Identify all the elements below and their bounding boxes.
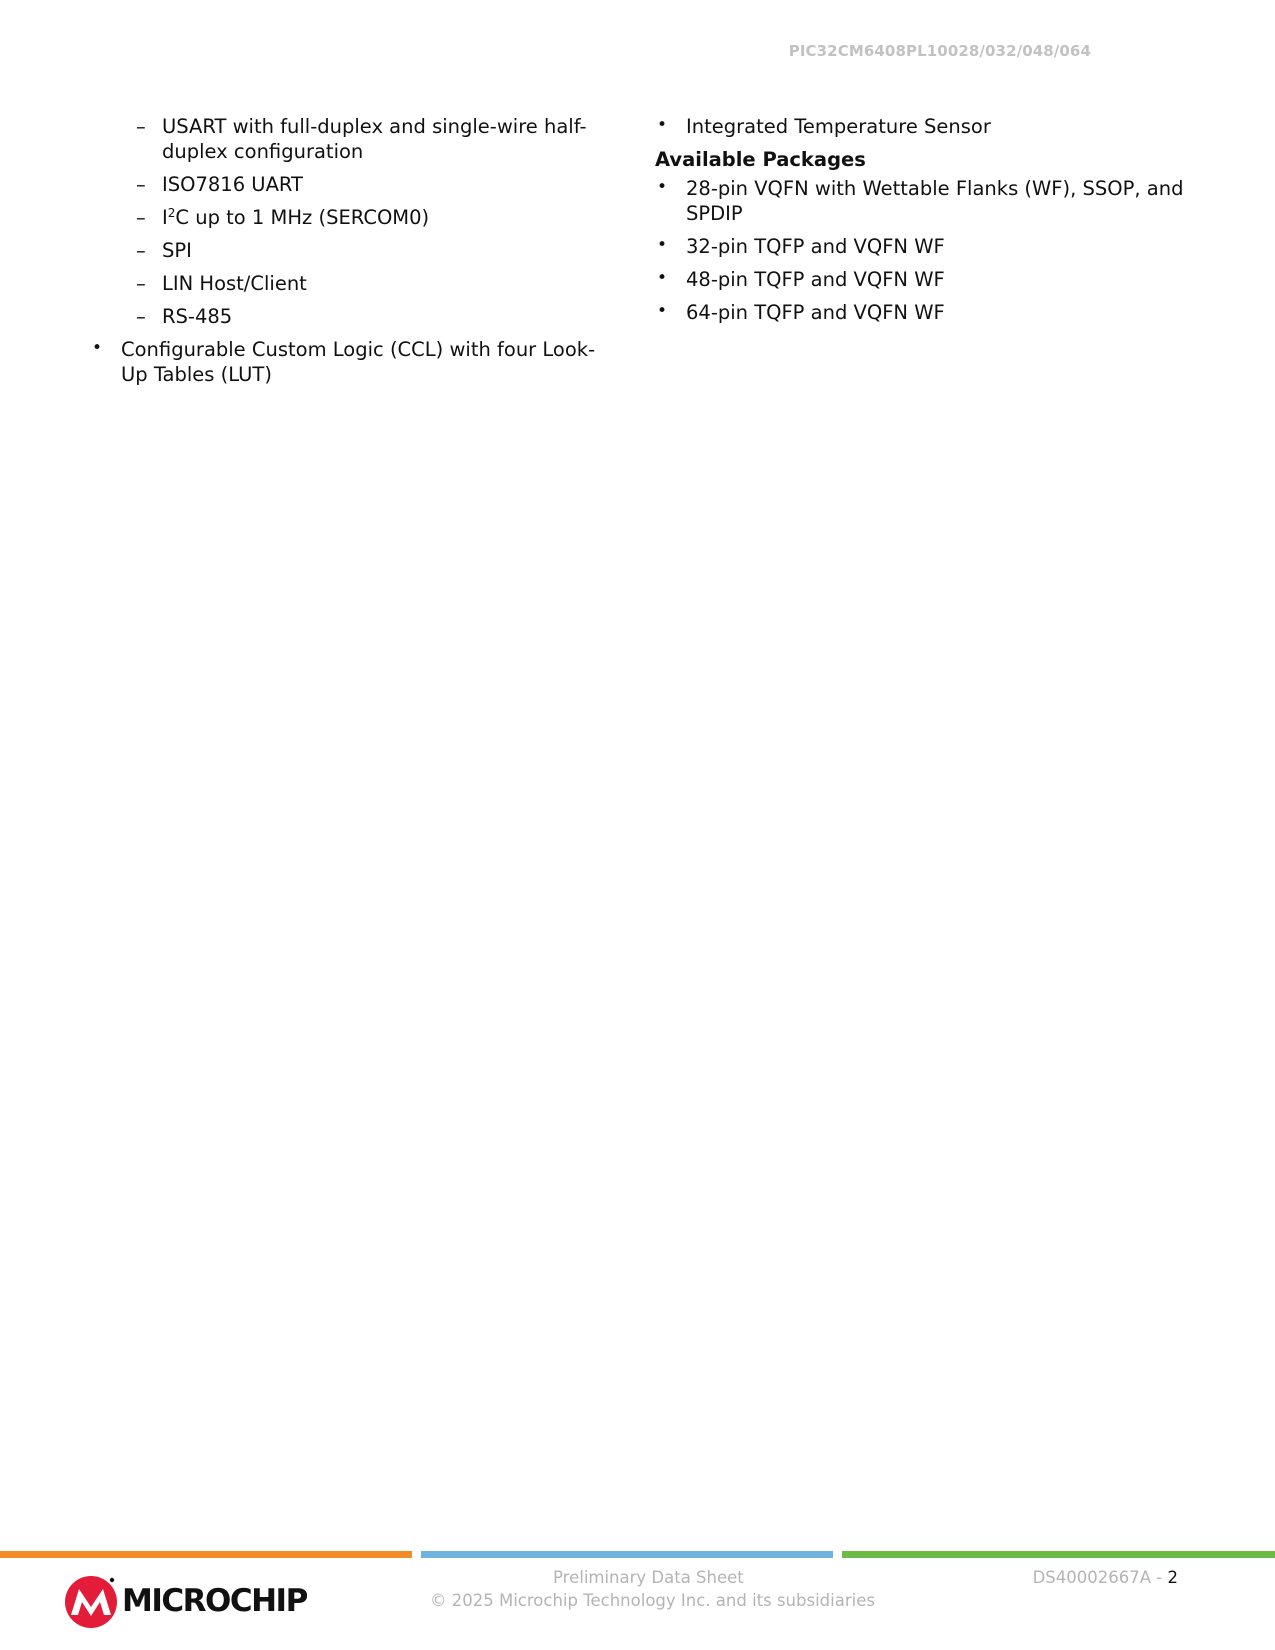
list-item-text: RS-485 (162, 305, 233, 328)
list-item (90, 114, 620, 164)
list-item (655, 234, 1195, 259)
list-item-text (162, 206, 429, 229)
dash-bullet-icon: – (136, 115, 146, 138)
i2c-prefix: I (162, 206, 168, 229)
bullet-icon: • (657, 301, 668, 321)
dash-bullet-icon: – (136, 272, 146, 295)
bullet-icon: • (92, 338, 103, 358)
dash-bullet-icon: – (136, 206, 146, 229)
list-item-text: ISO7816 UART (162, 173, 303, 196)
list-item-text: LIN Host/Client (162, 272, 307, 295)
list-item (655, 176, 1195, 226)
dash-bullet-icon: – (136, 305, 146, 328)
microchip-logo-icon (64, 1575, 118, 1629)
list-item (655, 267, 1195, 292)
feature-list (655, 114, 1195, 139)
doc-id: DS40002667A - (1032, 1568, 1163, 1587)
copyright: © 2025 Microchip Technology Inc. and its subsidiaries (430, 1591, 875, 1610)
dash-bullet-icon: – (136, 173, 146, 196)
list-item (90, 337, 620, 387)
list-item-text: Integrated Temperature Sensor (686, 115, 991, 138)
document-title: Preliminary Data Sheet (553, 1568, 744, 1587)
left-column (90, 114, 620, 395)
logo-wordmark: MICROCHIP (122, 1583, 307, 1619)
list-item-text: 28-pin VQFN with Wettable Flanks (WF), SSOP, and SPDIP (686, 177, 1184, 225)
list-item (90, 304, 620, 329)
section-heading: Available Packages (655, 148, 866, 171)
i2c-superscript: 2 (167, 206, 176, 220)
i2c-text: C up to 1 MHz (SERCOM0) (175, 206, 430, 229)
list-item (90, 205, 620, 230)
list-item (90, 238, 620, 263)
bullet-icon: • (657, 235, 668, 255)
bullet-icon: • (657, 115, 668, 135)
list-item-text: SPI (162, 239, 192, 262)
microchip-logo (64, 1575, 307, 1631)
list-item-text: USART with full-duplex and single-wire half-duplex configuration (162, 115, 587, 163)
list-item-text: 64-pin TQFP and VQFN WF (686, 301, 945, 324)
bullet-icon: • (657, 177, 668, 197)
footer-bar-blue (421, 1551, 833, 1558)
list-item (655, 300, 1195, 325)
list-item (90, 172, 620, 197)
list-item-text: 32-pin TQFP and VQFN WF (686, 235, 945, 258)
dash-bullet-icon: – (136, 239, 146, 262)
list-item (90, 271, 620, 296)
right-column (655, 114, 1195, 333)
list-item-text: Configurable Custom Logic (CCL) with four Look-Up Tables (LUT) (121, 338, 596, 386)
footer-bar-green (842, 1551, 1275, 1558)
page-number: 2 (1167, 1568, 1178, 1587)
document-number (1033, 1568, 1178, 1587)
package-list (655, 176, 1195, 325)
bullet-icon: • (657, 268, 668, 288)
list-item-text: 48-pin TQFP and VQFN WF (686, 268, 945, 291)
footer-bar-orange (0, 1551, 412, 1558)
feature-list (90, 114, 620, 387)
header-part-numbers: PIC32CM6408PL10028/032/048/064 (788, 42, 1091, 60)
list-item (655, 114, 1195, 139)
